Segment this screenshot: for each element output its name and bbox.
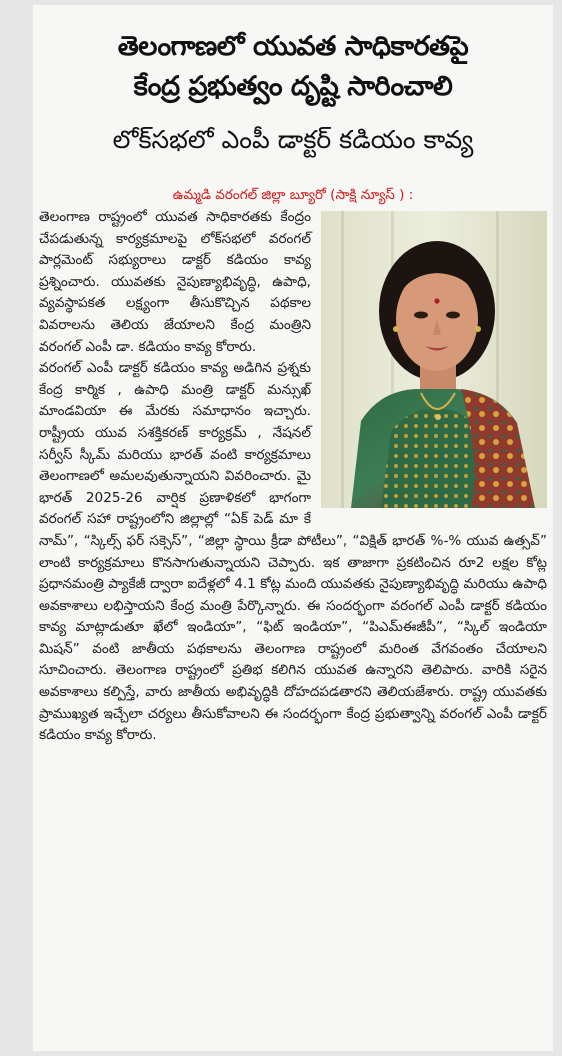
paragraph-2: వరంగల్ ఎంపీ డాక్టర్ కడియం కావ్య అడిగిన ప్రశ్నకు కేంద్ర కార్మిక , ఉపాధి మంత్రి డాక్టర్ మన్సుఖ్ మాండవియా ఈ మేరకు సమాధానం ఇచ్చారు. రాష్ట్రీయ యువ సశక్తికరణ్ కార్యక్రమ్ , నేషనల్ సర్వీస్ స్కీమ్ మరియు భారత్ వంటి కార్యక్రమాలు తెలంగాణలో అమలవుతున్నాయని వివరించారు. మై భారత్ 2025-26 వార్షిక ప్రణాళికలో భాగంగా వరంగల్ సహా రాష్ట్రంలోని జిల్లాల్లో “ఏక్ పెడ్ మా కే నామ్”, “స్కిల్స్ ఫర్ సక్సెస్”, “జిల్లా స్థాయి క్రీడా పోటీలు”, “విక్షిత్ భారత్ %-% యువ ఉత్సవ్” లాంటి కార్యక్రమాలు కొనసాగుతున్నాయని చెప్పారు. ఇక తాజాగా ప్రకటించిన రూ2 లక్షల కోట్ల ప్రధానమంత్రి ప్యాకేజీ ద్వారా ఐదేళ్లలో 4.1 కోట్ల మంది యువతకు నైపుణ్యాభివృద్ధి మరియు ఉపాధి అవకాశాలు లభిస్తాయని కేంద్ర మంత్రి పేర్కొన్నారు. ఈ సందర్భంగా వరంగల్ ఎంపీ డాక్టర్ కడియం కావ్య మాట్లాడుతూ ఖేలో ఇండియా”, “ఫిట్ ఇండియా”, “పిఎమ్ఈజీపీ”, “స్కిల్ ఇండియా మిషన్” వంటి జాతీయ పథకాలను తెలంగాణ రాష్ట్రంలో మరింత వేగవంతం చేయాలని సూచించారు. తెలంగాణ రాష్ట్రంలో ప్రతిభ కలిగిన యువత ఉన్నారని తెలిపారు. వారికి సరైన అవకాశాలు కల్పిస్తే, వారు జాతీయ అభివృద్ధికి దోహదపడతారని తెలియజేశారు. రాష్ట్ర యువతకు ప్రాముఖ్యత ఇచ్చేలా చర్యలు తీసుకోవాలని ఈ సందర్భంగా కేంద్ర ప్రభుత్వాన్ని వరంగల్ ఎంపీ డాక్టర్ కడియం కావ్య కోరారు. — [39, 360, 547, 744]
headline — [39, 27, 547, 107]
article-body — [39, 207, 547, 747]
bureau-dateline: ఉమ్మడి వరంగల్ జిల్లా బ్యూరో (సాక్షి న్యూస్ ) : — [172, 187, 414, 203]
news-clipping — [33, 5, 553, 1051]
mp-portrait-photo — [321, 211, 547, 508]
headline-line-1: తెలంగాణలో యువత సాధికారతపై — [117, 31, 469, 62]
portrait-image — [321, 211, 547, 508]
subheadline: లోక్‌సభలో ఎంపీ డాక్టర్ కడియం కావ్య — [112, 125, 474, 154]
paragraph-1: తెలంగాణ రాష్ట్రంలో యువత సాధికారతకు కేంద్రం చేపడుతున్న కార్యక్రమాలపై లోక్‌సభలో వరంగల్ పార్లమెంట్ సభ్యురాలు డాక్టర్ కడియం కావ్య ప్రశ్నించారు. యువతకు నైపుణ్యాభివృద్ధి, ఉపాధి, వ్యవస్థాపకత లక్ష్యంగా తీసుకొచ్చిన పథకాల వివరాలను తెలియ జేయాలని కేంద్ర మంత్రిని వరంగల్ ఎంపీ డా. కడియం కావ్య కోరారు. — [39, 209, 311, 355]
headline-line-2: కేంద్ర ప్రభుత్వం దృష్టి సారించాలి — [133, 71, 453, 102]
